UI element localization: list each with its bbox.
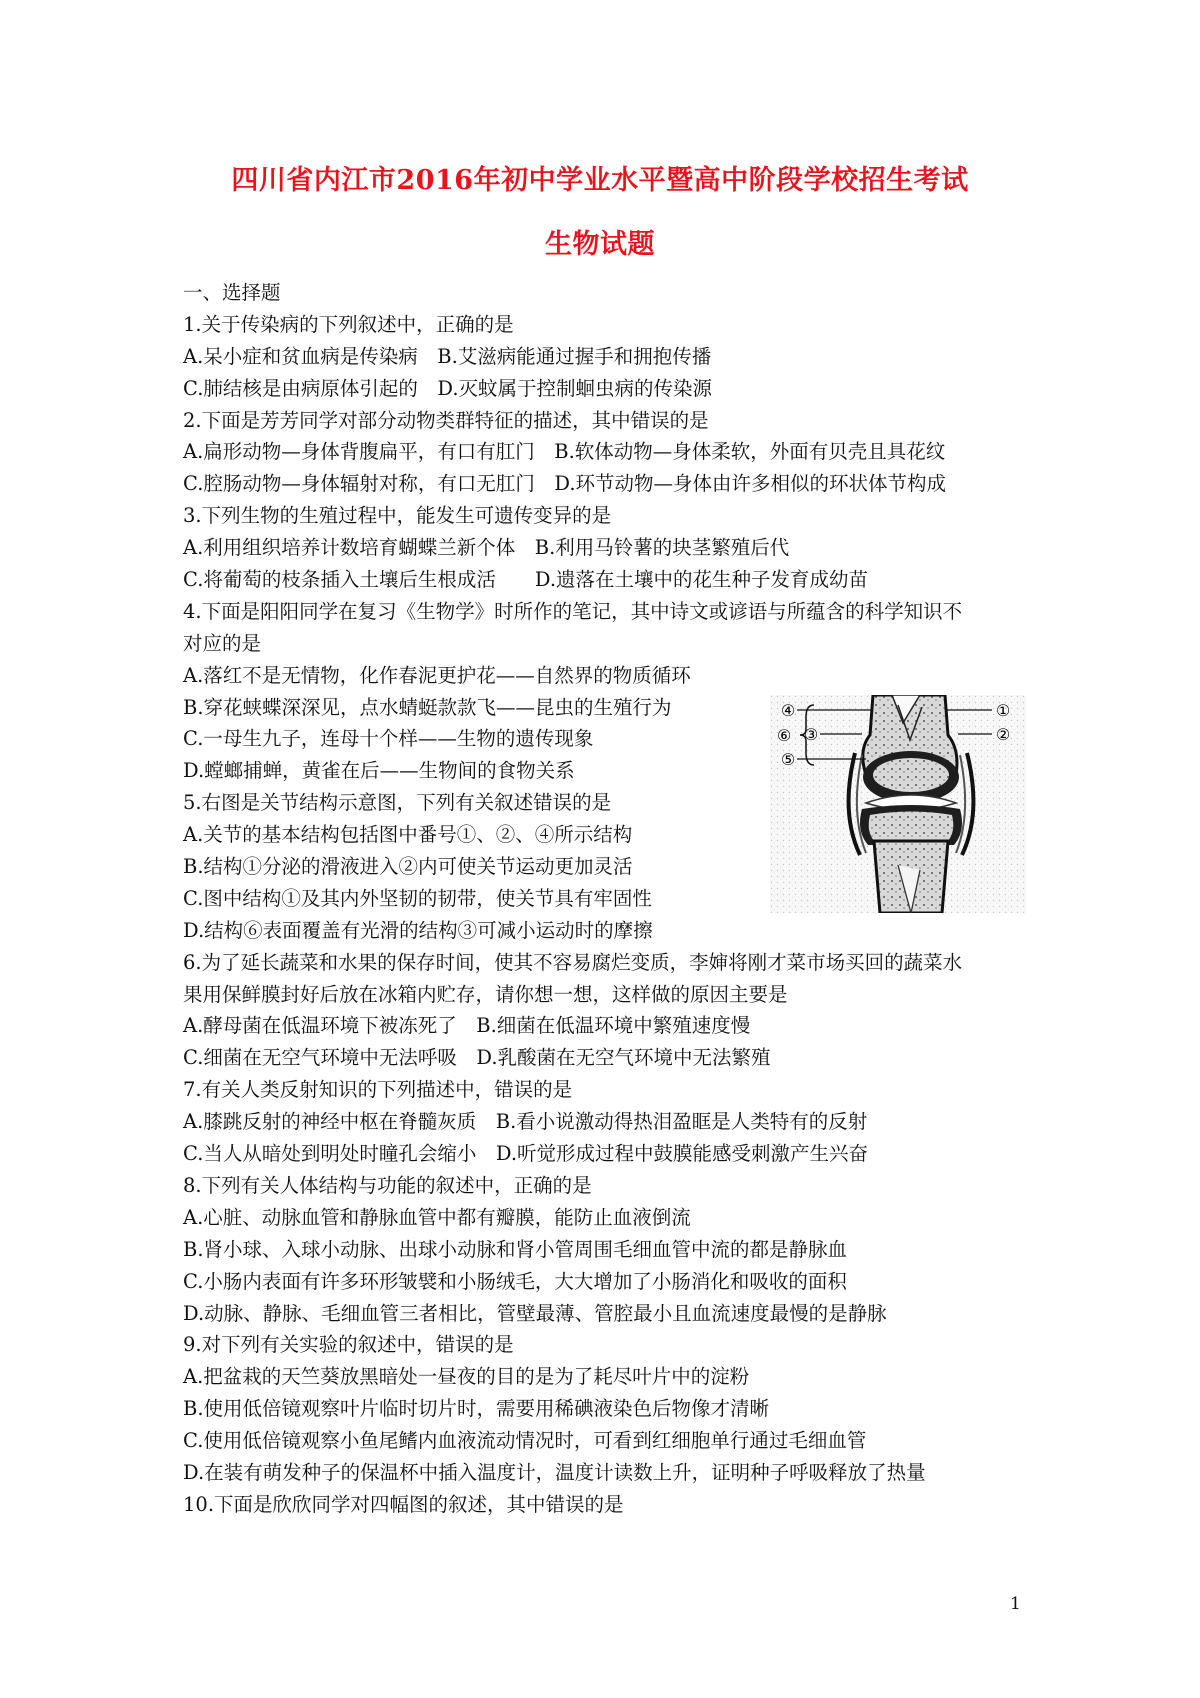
text-line: C.肺结核是由病原体引起的 D.灭蚊属于控制蛔虫病的传染源 (183, 376, 713, 400)
figure-label-5: ⑤ (780, 750, 796, 769)
text-line: A.扁形动物—身体背腹扁平，有口有肛门 B.软体动物—身体柔软，外面有贝壳且具花纹 (183, 440, 946, 464)
figure-label-2: ② (995, 725, 1011, 744)
text-line: B.肾小球、入球小动脉、出球小动脉和肾小管周围毛细血管中流的都是静脉血 (183, 1237, 848, 1261)
text-line: C.将葡萄的枝条插入土壤后生根成活 D.遗落在土壤中的花生种子发育成幼苗 (183, 568, 869, 592)
text-line: D.动脉、静脉、毛细血管三者相比，管壁最薄、管腔最小且血流速度最慢的是静脉 (183, 1301, 887, 1325)
text-line: C.一母生九子，连母十个样——生物的遗传现象 (183, 727, 594, 751)
text-line: 7.有关人类反射知识的下列描述中，错误的是 (183, 1078, 573, 1102)
document-title: 四川省内江市2016年初中学业水平暨高中阶段学校招生考试 (231, 165, 969, 196)
text-line: D.结构⑥表面覆盖有光滑的结构③可减小运动时的摩擦 (183, 918, 653, 942)
joint-structure-figure (770, 695, 1026, 913)
text-line: 1.关于传染病的下列叙述中，正确的是 (183, 312, 514, 336)
text-line: C.细菌在无空气环境中无法呼吸 D.乳酸菌在无空气环境中无法繁殖 (183, 1046, 771, 1070)
figure-label-4: ④ (780, 701, 796, 720)
text-line: 一、选择题 (183, 281, 281, 304)
text-line: B.结构①分泌的滑液进入②内可使关节运动更加灵活 (183, 855, 633, 879)
text-line: 10.下面是欣欣同学对四幅图的叙述，其中错误的是 (183, 1492, 624, 1516)
text-line: 4.下面是阳阳同学在复习《生物学》时所作的笔记，其中诗文或谚语与所蕴含的科学知识不 (183, 599, 963, 623)
figure-label-6: ⑥ (776, 726, 792, 745)
text-line: B.使用低倍镜观察叶片临时切片时，需要用稀碘液染色后物像才清晰 (183, 1397, 770, 1421)
page-number: 1 (1010, 1594, 1021, 1614)
text-line: 5.右图是关节结构示意图，下列有关叙述错误的是 (183, 791, 612, 815)
text-line: 3.下列生物的生殖过程中，能发生可遗传变异的是 (183, 504, 612, 528)
text-line: A.利用组织培养计数培育蝴蝶兰新个体 B.利用马铃薯的块茎繁殖后代 (183, 536, 790, 560)
text-line: D.在装有萌发种子的保温杯中插入温度计，温度计读数上升，证明种子呼吸释放了热量 (183, 1460, 926, 1484)
text-line: A.膝跳反射的神经中枢在脊髓灰质 B.看小说激动得热泪盈眶是人类特有的反射 (183, 1110, 868, 1134)
text-line: D.螳螂捕蝉，黄雀在后——生物间的食物关系 (183, 759, 575, 783)
text-line: C.小肠内表面有许多环形皱襞和小肠绒毛，大大增加了小肠消化和吸收的面积 (183, 1269, 847, 1293)
document-subtitle: 生物试题 (545, 229, 655, 260)
text-line: A.关节的基本结构包括图中番号①、②、④所示结构 (183, 823, 633, 847)
text-line: C.腔肠动物—身体辐射对称，有口无肛门 D.环节动物—身体由许多相似的环状体节构成 (183, 472, 947, 496)
text-line: A.落红不是无情物，化作春泥更护花——自然界的物质循环 (183, 663, 691, 687)
text-line: 对应的是 (183, 631, 262, 655)
text-line: A.呆小症和贫血病是传染病 B.艾滋病能通过握手和拥抱传播 (183, 344, 712, 368)
text-line: C.当人从暗处到明处时瞳孔会缩小 D.听觉形成过程中鼓膜能感受刺激产生兴奋 (183, 1142, 869, 1166)
text-line: A.心脏、动脉血管和静脉血管中都有瓣膜，能防止血液倒流 (183, 1205, 691, 1229)
text-line: 6.为了延长蔬菜和水果的保存时间，使其不容易腐烂变质，李婶将刚才菜市场买回的蔬菜水 (183, 950, 963, 974)
text-line: A.酵母菌在低温环境下被冻死了 B.细菌在低温环境中繁殖速度慢 (183, 1014, 751, 1038)
text-line: A.把盆栽的天竺葵放黑暗处一昼夜的目的是为了耗尽叶片中的淀粉 (183, 1365, 750, 1389)
text-line: 2.下面是芳芳同学对部分动物类群特征的描述，其中错误的是 (183, 408, 709, 432)
figure-label-1: ① (995, 701, 1011, 720)
figure-label-3: ③ (803, 725, 819, 744)
text-line: 果用保鲜膜封好后放在冰箱内贮存，请你想一想，这样做的原因主要是 (183, 982, 788, 1006)
text-line: 8.下列有关人体结构与功能的叙述中，正确的是 (183, 1173, 592, 1197)
text-line: B.穿花蛱蝶深深见，点水蜻蜓款款飞——昆虫的生殖行为 (183, 695, 672, 719)
text-line: C.图中结构①及其内外坚韧的韧带，使关节具有牢固性 (183, 886, 652, 910)
text-line: 9.对下列有关实验的叙述中，错误的是 (183, 1333, 514, 1357)
text-line: C.使用低倍镜观察小鱼尾鳍内血液流动情况时，可看到红细胞单行通过毛细血管 (183, 1429, 867, 1453)
